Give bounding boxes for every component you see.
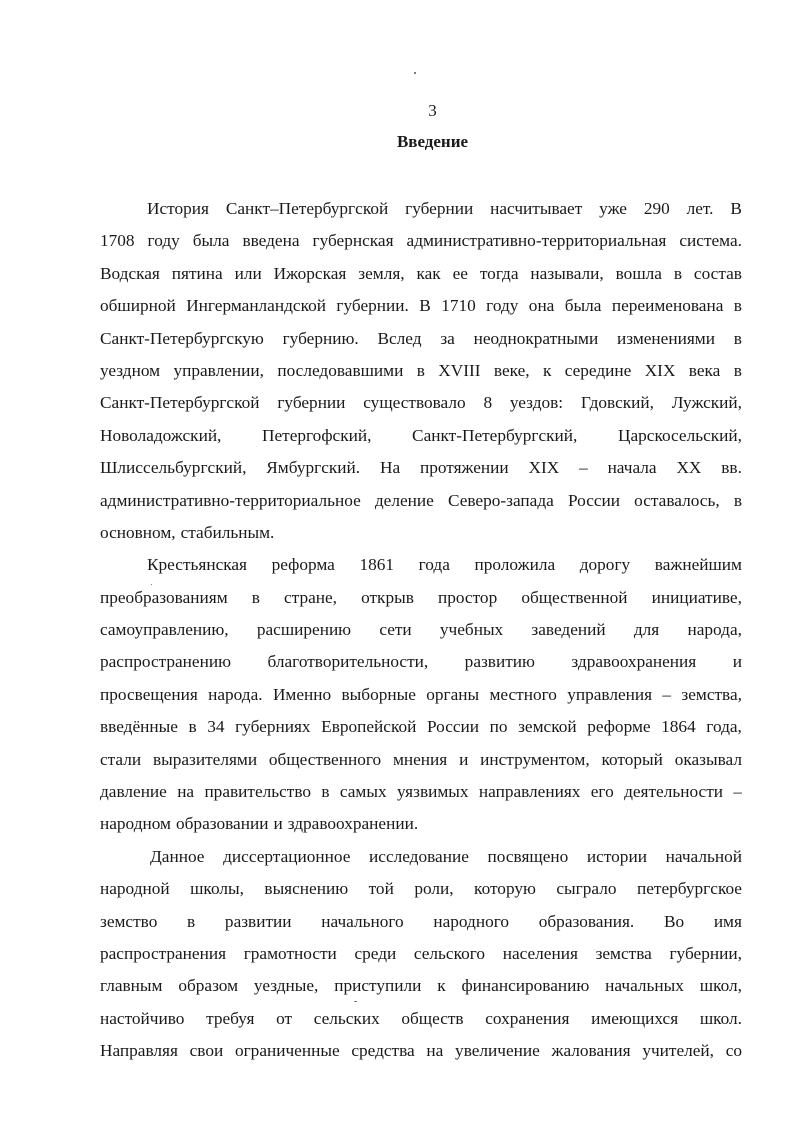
- word: В: [419, 296, 431, 316]
- paragraph-3-line-2: [100, 873, 742, 905]
- word: народного: [433, 911, 510, 931]
- word: Санкт-Петербургской: [100, 393, 260, 413]
- word: в: [416, 360, 425, 380]
- word: уездные,: [253, 976, 319, 996]
- word: народной: [100, 879, 170, 899]
- word: общественной: [521, 587, 628, 607]
- word: инструментом,: [480, 749, 590, 769]
- word: той: [368, 879, 394, 899]
- word: или: [234, 263, 262, 283]
- word: 1864: [661, 717, 696, 737]
- word: Данное: [150, 846, 205, 866]
- word: народа,: [687, 620, 742, 640]
- word: земля,: [358, 263, 405, 283]
- word: веке,: [493, 360, 530, 380]
- word: административно-территориальная: [406, 231, 667, 251]
- word: петербургское: [636, 879, 742, 899]
- word: учителей,: [642, 1041, 714, 1061]
- word: проложила: [474, 555, 556, 575]
- word: как: [416, 263, 441, 283]
- paragraph-1-line-9: [100, 452, 742, 484]
- word: учебных: [439, 620, 504, 640]
- word: стране,: [284, 587, 337, 607]
- word: развитии: [224, 911, 292, 931]
- word: общественного: [268, 749, 382, 769]
- word: исследование: [369, 846, 469, 866]
- word: начала: [607, 458, 657, 478]
- word: деятельности: [624, 782, 723, 802]
- word: называли,: [530, 263, 604, 283]
- word: сохранения: [485, 1008, 570, 1028]
- word: в: [733, 360, 742, 380]
- word: распространения: [100, 943, 227, 963]
- word: Царскосельский,: [618, 425, 742, 445]
- word: давление: [100, 782, 167, 802]
- word: народном: [100, 814, 171, 834]
- word: Вслед: [377, 328, 422, 348]
- word: Ямбургский.: [266, 458, 361, 478]
- word: земской: [518, 717, 577, 737]
- word: школ,: [699, 976, 742, 996]
- word: Лужский,: [671, 393, 742, 413]
- word: На: [379, 458, 401, 478]
- word: распространению: [100, 652, 232, 672]
- word: Санкт–Петербургской: [225, 199, 389, 218]
- word: уже: [599, 199, 627, 218]
- word: образования.: [538, 911, 635, 931]
- word: в: [187, 911, 196, 931]
- word: имеющихся: [591, 1008, 679, 1028]
- paragraph-3-line-7: [100, 1035, 742, 1067]
- word: органы: [426, 684, 480, 704]
- word: самоуправлению,: [100, 620, 229, 640]
- paragraph-1-line-5: [100, 323, 742, 355]
- word: открыв: [361, 587, 414, 607]
- word: уездном: [100, 360, 161, 380]
- paragraph-3-line-4: [100, 938, 742, 970]
- word: 290: [643, 199, 670, 218]
- word: здравоохранении.: [287, 814, 419, 834]
- word: она: [528, 296, 555, 316]
- word: правительство: [204, 782, 312, 802]
- word: России: [426, 717, 480, 737]
- word: губернию.: [282, 328, 359, 348]
- word: оставалось,: [634, 490, 720, 510]
- word: приступили: [334, 976, 422, 996]
- word: Ижорская: [273, 263, 347, 283]
- page-number: 3: [428, 101, 437, 120]
- word: 1708: [100, 231, 135, 251]
- word: земства: [595, 943, 652, 963]
- word: на: [177, 782, 195, 802]
- word: последовавшими: [277, 360, 404, 380]
- paragraph-1-line-4: [100, 290, 742, 322]
- word: преобразованиям: [100, 587, 228, 607]
- word: уездов:: [509, 393, 564, 413]
- word: самых: [339, 782, 387, 802]
- word: выяснению: [264, 879, 349, 899]
- word: введённые: [100, 717, 178, 737]
- word: мнения: [392, 749, 448, 769]
- word: финансированию: [461, 976, 590, 996]
- word: Новоладожский,: [100, 425, 222, 445]
- word: губерниях: [235, 717, 311, 737]
- word: Во: [663, 911, 685, 931]
- word: тогда: [479, 263, 519, 283]
- word: роли,: [414, 879, 454, 899]
- word: за: [440, 328, 455, 348]
- word: важнейшим: [654, 555, 742, 575]
- word: административно-территориальное: [100, 490, 361, 510]
- word: Именно: [272, 684, 332, 704]
- word: просвещения: [100, 684, 198, 704]
- word: сыграло: [556, 879, 617, 899]
- word: управлении,: [173, 360, 264, 380]
- paragraph-1-line-7: [100, 387, 742, 419]
- word: реформа: [271, 555, 335, 575]
- paragraph-2-line-5: [100, 679, 742, 711]
- word: уязвимых: [396, 782, 469, 802]
- word: посвящено: [487, 846, 569, 866]
- word: увеличение: [455, 1041, 540, 1061]
- word: 34: [207, 717, 225, 737]
- word: его: [590, 782, 614, 802]
- word: Европейской: [321, 717, 417, 737]
- word: деление: [374, 490, 434, 510]
- word: стали: [100, 749, 142, 769]
- word: Направляя: [100, 1041, 178, 1061]
- paragraph-1-line-1: [100, 193, 742, 225]
- word: переименована: [611, 296, 724, 316]
- paragraph-2-line-9: [100, 808, 742, 840]
- word: протяжении: [419, 458, 509, 478]
- paragraph-1-line-3: [100, 258, 742, 290]
- word: по: [489, 717, 508, 737]
- word: введена: [242, 231, 300, 251]
- word: Гдовский,: [580, 393, 654, 413]
- word: главным: [100, 976, 163, 996]
- word: губернии.: [336, 296, 409, 316]
- word: века: [688, 360, 721, 380]
- word: 1861: [359, 555, 395, 575]
- word: начальных: [605, 976, 684, 996]
- word: Ингерманландской: [186, 296, 326, 316]
- word: для: [633, 620, 660, 640]
- word: в: [673, 263, 683, 283]
- word: Шлиссельбургский,: [100, 458, 247, 478]
- word: сельских: [313, 1008, 380, 1028]
- word: в: [733, 328, 742, 348]
- word: выразителями: [152, 749, 258, 769]
- word: школы,: [190, 879, 244, 899]
- word: и: [459, 749, 469, 769]
- word: обширной: [100, 296, 176, 316]
- word: инициативе,: [651, 587, 742, 607]
- word: свои: [189, 1041, 224, 1061]
- word: диссертационное: [223, 846, 351, 866]
- scan-speck: [414, 72, 416, 74]
- word: земства,: [681, 684, 742, 704]
- word: жалования: [551, 1041, 631, 1061]
- word: настойчиво: [100, 1008, 185, 1028]
- word: году: [147, 231, 180, 251]
- word: XX: [676, 458, 702, 478]
- word: Санкт-Петербургскую: [100, 328, 264, 348]
- word: Санкт-Петербургский,: [412, 425, 578, 445]
- word: неоднократными: [473, 328, 599, 348]
- word: направлениях: [478, 782, 581, 802]
- word: школ.: [699, 1008, 742, 1028]
- word: была: [564, 296, 602, 316]
- word: населения: [502, 943, 578, 963]
- paragraph-2-line-2: [100, 582, 742, 614]
- paragraph-2-line-4: [100, 646, 742, 678]
- word: начального: [321, 911, 404, 931]
- word: года,: [706, 717, 742, 737]
- word: в: [733, 296, 742, 316]
- word: основном,: [100, 522, 176, 542]
- paragraph-1-line-10: [100, 485, 742, 517]
- paragraph-3-line-1: [100, 841, 742, 873]
- word: развитию: [464, 652, 535, 672]
- word: ее: [452, 263, 468, 283]
- word: лет.: [686, 199, 714, 218]
- word: года: [418, 555, 450, 575]
- word: к: [437, 976, 446, 996]
- word: середине: [564, 360, 632, 380]
- word: году: [486, 296, 519, 316]
- word: от: [276, 1008, 293, 1028]
- word: истории: [586, 846, 647, 866]
- word: пятина: [171, 263, 223, 283]
- word: вошла: [615, 263, 662, 283]
- word: образом: [178, 976, 239, 996]
- word: 1710: [441, 296, 476, 316]
- word: благотворительности,: [267, 652, 429, 672]
- word: требуя: [206, 1008, 255, 1028]
- word: –: [579, 458, 588, 478]
- word: в: [733, 490, 742, 510]
- word: –: [662, 684, 672, 704]
- word: и: [732, 652, 742, 672]
- word: расширению: [256, 620, 352, 640]
- word: дорогу: [579, 555, 631, 575]
- word: XVIII: [438, 360, 481, 380]
- paragraph-2-line-1: [100, 549, 742, 581]
- word: Крестьянская: [147, 555, 247, 575]
- word: и: [273, 814, 283, 834]
- word: со: [725, 1041, 742, 1061]
- word: народа.: [208, 684, 263, 704]
- paragraph-2-line-6: [100, 711, 742, 743]
- word: В: [730, 199, 742, 218]
- word: среди: [354, 943, 397, 963]
- word: Северо-запада: [447, 490, 554, 510]
- word: здравоохранения: [571, 652, 697, 672]
- word: изменениями: [617, 328, 715, 348]
- word: губернии: [277, 393, 346, 413]
- paragraph-2-line-8: [100, 776, 742, 808]
- word: обществ: [401, 1008, 464, 1028]
- paragraph-2-line-7: [100, 744, 742, 776]
- word: имя: [713, 911, 742, 931]
- word: выборные: [341, 684, 416, 704]
- word: к: [542, 360, 552, 380]
- word: губернская: [312, 231, 394, 251]
- word: местного: [489, 684, 557, 704]
- word: который: [601, 749, 663, 769]
- word: заведений: [531, 620, 606, 640]
- word: на: [426, 1041, 444, 1061]
- word: реформе: [587, 717, 651, 737]
- word: губернии,: [669, 943, 742, 963]
- word: России: [567, 490, 621, 510]
- paragraph-1-line-8: [100, 420, 742, 452]
- word: сельского: [413, 943, 486, 963]
- word: 8: [483, 393, 493, 413]
- word: которую: [474, 879, 536, 899]
- word: стабильным.: [180, 522, 275, 542]
- paragraph-1-line-6: [100, 355, 742, 387]
- page-title: Введение: [396, 132, 469, 151]
- paragraph-3-line-5: [100, 970, 742, 1002]
- word: губернии: [405, 199, 474, 218]
- word: состав: [693, 263, 742, 283]
- word: система.: [679, 231, 742, 251]
- word: начальной: [665, 846, 742, 866]
- word: ограниченные: [234, 1041, 340, 1061]
- word: простор: [437, 587, 498, 607]
- word: История: [147, 199, 209, 218]
- word: Водская: [100, 263, 160, 283]
- scan-speck: [354, 1001, 357, 1002]
- paragraph-2-line-3: [100, 614, 742, 646]
- word: насчитывает: [490, 199, 583, 218]
- paragraph-1-line-2: [100, 225, 742, 257]
- word: в: [321, 782, 330, 802]
- word: существовало: [363, 393, 466, 413]
- word: грамотности: [243, 943, 337, 963]
- word: Петергофский,: [262, 425, 372, 445]
- word: управления: [567, 684, 653, 704]
- word: сети: [379, 620, 412, 640]
- paragraph-1-line-11: [100, 517, 742, 549]
- word: средства: [351, 1041, 415, 1061]
- word: оказывал: [674, 749, 742, 769]
- word: в: [188, 717, 197, 737]
- body-text: [100, 193, 742, 1068]
- word: XIX: [528, 458, 560, 478]
- word: образовании: [176, 814, 269, 834]
- word: –: [733, 782, 742, 802]
- word: XIX: [644, 360, 676, 380]
- paragraph-3-line-6: [100, 1003, 742, 1035]
- word: земство: [100, 911, 158, 931]
- word: в: [251, 587, 260, 607]
- paragraph-3-line-3: [100, 906, 742, 938]
- word: была: [192, 231, 230, 251]
- scan-speck: [151, 584, 152, 585]
- word: вв.: [721, 458, 742, 478]
